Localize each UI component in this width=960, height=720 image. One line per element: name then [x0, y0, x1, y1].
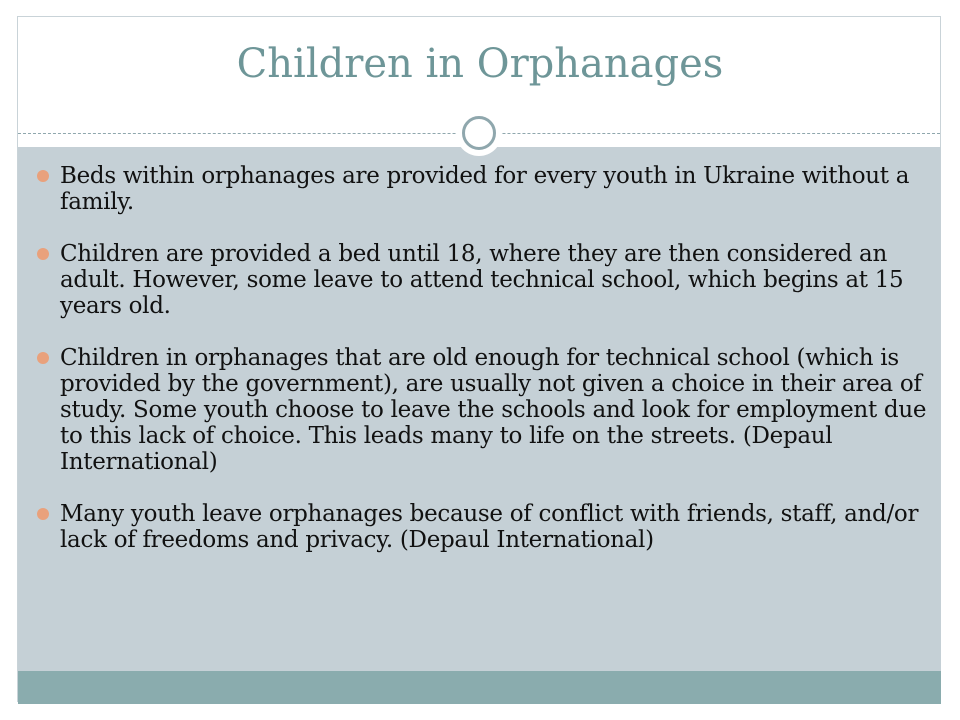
bullet-item [37, 163, 927, 215]
bullet-dot-icon [37, 352, 49, 364]
bullet-dot-icon [37, 170, 49, 182]
bullet-item [37, 501, 927, 553]
bullet-dot-icon [37, 248, 49, 260]
bullet-text: Beds within orphanages are provided for every youth in Ukraine without a family. [60, 163, 910, 215]
slide-title: Children in Orphanages [236, 41, 724, 87]
circle-ornament-icon [456, 110, 502, 156]
footer-band [18, 671, 941, 704]
bullet-item [37, 241, 927, 319]
bullet-dot-icon [37, 508, 49, 520]
bullet-text: Children in orphanages that are old enough for technical school (which is provided by the government), are usually not given a choice in their area of study. Some youth choose to leave the schools and look for employment due to this lack of choice. This leads many to life on the streets. (Depaul International) [60, 345, 927, 475]
bullet-list [37, 163, 927, 579]
bullet-text: Many youth leave orphanages because of conflict with friends, staff, and/or lack of freedoms and privacy. (Depaul International) [60, 501, 919, 553]
bullet-item [37, 345, 927, 475]
bullet-text: Children are provided a bed until 18, where they are then considered an adult. However, some leave to attend technical school, which begins at 15 years old. [60, 241, 904, 319]
